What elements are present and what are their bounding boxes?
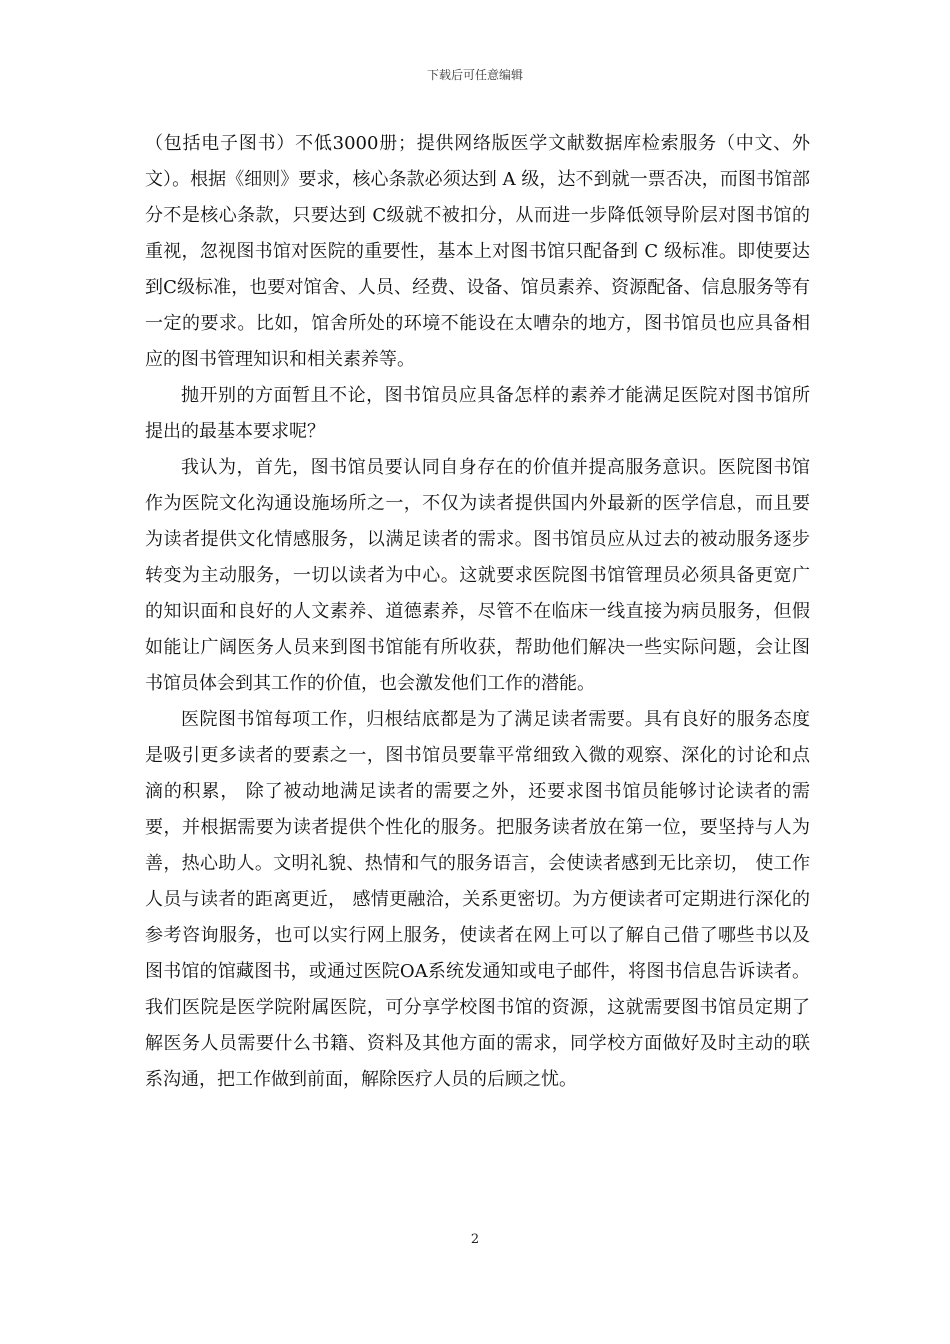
paragraph-continuation: （包括电子图书）不低3000册；提供网络版医学文献数据库检索服务（中文、外文）。根据《细则》要求，核心条款必须达到 A 级，达不到就一票否决，而图书馆部分不是核心条款，只要达到 C级就不被扣分，从而进一步降低领导阶层对图书馆的重视，忽视图书馆对医院的重要性，基本上对图书馆只配备到 C 级标准。即使要达到C级标准，也要对馆舍、人员、经费、设备、馆员素养、资源配备、信息服务等有一定的要求。比如，馆舍所处的环境不能设在太嘈杂的地方，图书馆员也应具备相应的图书管理知识和相关素养等。 [145, 133, 810, 370]
paragraph: 医院图书馆每项工作，归根结底都是为了满足读者需要。具有良好的服务态度是吸引更多读者的要素之一，图书馆员要靠平常细致入微的观察、深化的讨论和点滴的积累， 除了被动地满足读者的需要之外，还要求图书馆员能够讨论读者的需要，并根据需要为读者提供个性化的服务。把服务读者放在第一位，要坚持与人为善，热心助人。文明礼貌、热情和气的服务语言，会使读者感到无比亲切， 使工作人员与读者的距离更近， 感情更融洽，关系更密切。为方便读者可定期进行深化的参考咨询服务，也可以实行网上服务，使读者在网上可以了解自己借了哪些书以及图书馆的馆藏图书，或通过医院OA系统发通知或电子邮件，将图书信息告诉读者。我们医院是医学院附属医院，可分享学校图书馆的资源，这就需要图书馆员定期了解医务人员需要什么书籍、资料及其他方面的需求，同学校方面做好及时主动的联系沟通，把工作做到前面，解除医疗人员的后顾之忧。 [145, 709, 810, 1090]
paragraph: 我认为，首先，图书馆员要认同自身存在的价值并提高服务意识。医院图书馆作为医院文化沟通设施场所之一，不仅为读者提供国内外最新的医学信息，而且要为读者提供文化情感服务，以满足读者的需求。图书馆员应从过去的被动服务逐步转变为主动服务，一切以读者为中心。这就要求医院图书馆管理员必须具备更宽广的知识面和良好的人文素养、道德素养，尽管不在临床一线直接为病员服务，但假如能让广阔医务人员来到图书馆能有所收获，帮助他们解决一些实际问题，会让图书馆员体会到其工作的价值，也会激发他们工作的潜能。 [145, 457, 810, 694]
page-header: 下载后可任意编辑 [426, 68, 523, 82]
paragraph: 抛开别的方面暂且不论，图书馆员应具备怎样的素养才能满足医院对图书馆所提出的最基本要求呢？ [145, 385, 810, 442]
document-body [145, 126, 810, 1098]
page-number: 2 [470, 1232, 480, 1247]
